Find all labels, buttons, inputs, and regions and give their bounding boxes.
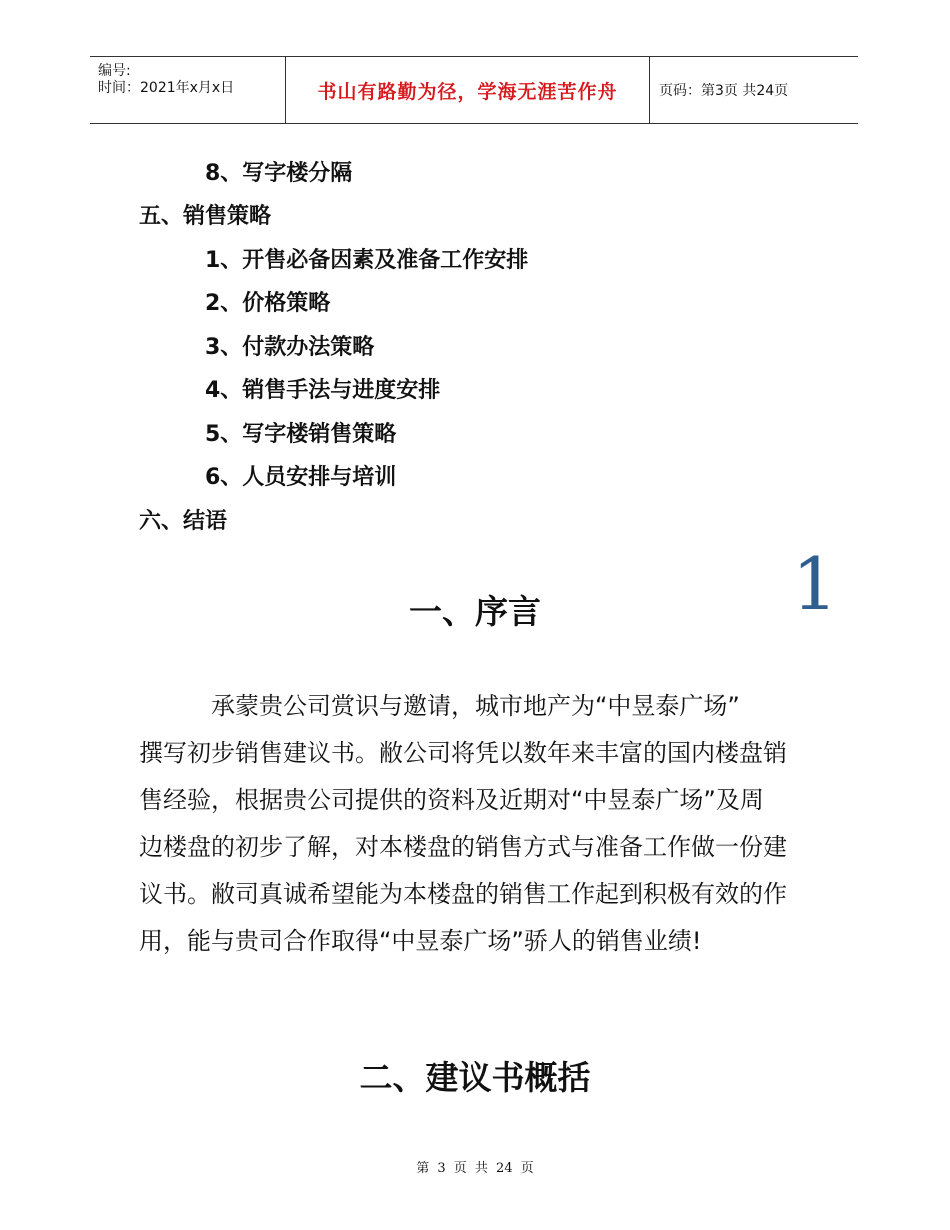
toc-item: 2、价格策略 <box>205 291 331 316</box>
paragraph-line: 边楼盘的初步了解，对本楼盘的销售方式与准备工作做一份建 <box>139 833 787 861</box>
header-meta <box>90 57 286 123</box>
section-title-preface: 一、序言 <box>409 592 541 631</box>
page-footer: 第 3 页 共 24 页 <box>416 1161 534 1176</box>
toc-item: 3、付款办法策略 <box>205 335 375 360</box>
paragraph-line: 承蒙贵公司赏识与邀请，城市地产为“中昱泰广场” <box>211 692 740 720</box>
header-motto-cell <box>286 57 650 123</box>
paragraph-line: 议书。敝司真诚希望能为本楼盘的销售工作起到积极有效的作 <box>139 880 787 908</box>
paragraph-line: 用，能与贵司合作取得“中昱泰广场”骄人的销售业绩! <box>139 927 702 955</box>
header-motto: 书山有路勤为径，学海无涯苦作舟 <box>317 80 618 103</box>
section-number: 1 <box>792 542 838 626</box>
toc-item: 六、结语 <box>139 509 228 534</box>
header-page-cell <box>650 57 858 123</box>
page-header <box>90 56 858 124</box>
paragraph-line: 售经验，根据贵公司提供的资料及近期对“中昱泰广场”及周 <box>139 786 764 814</box>
document-time-label: 时间：2021年x月x日 <box>98 80 235 96</box>
paragraph-line: 撰写初步销售建议书。敝公司将凭以数年来丰富的国内楼盘销 <box>139 739 787 767</box>
toc-item: 8、写字楼分隔 <box>205 161 353 186</box>
document-number-label: 编号: <box>98 63 131 79</box>
toc-item: 5、写字楼销售策略 <box>205 422 397 447</box>
toc-item: 4、销售手法与进度安排 <box>205 378 441 403</box>
toc-item: 五、销售策略 <box>139 204 272 229</box>
header-page-number: 页码：第3页 共24页 <box>659 83 789 99</box>
section-title-overview: 二、建议书概括 <box>359 1058 591 1097</box>
toc-item: 6、人员安排与培训 <box>205 465 397 490</box>
toc-item: 1、开售必备因素及准备工作安排 <box>205 248 529 273</box>
